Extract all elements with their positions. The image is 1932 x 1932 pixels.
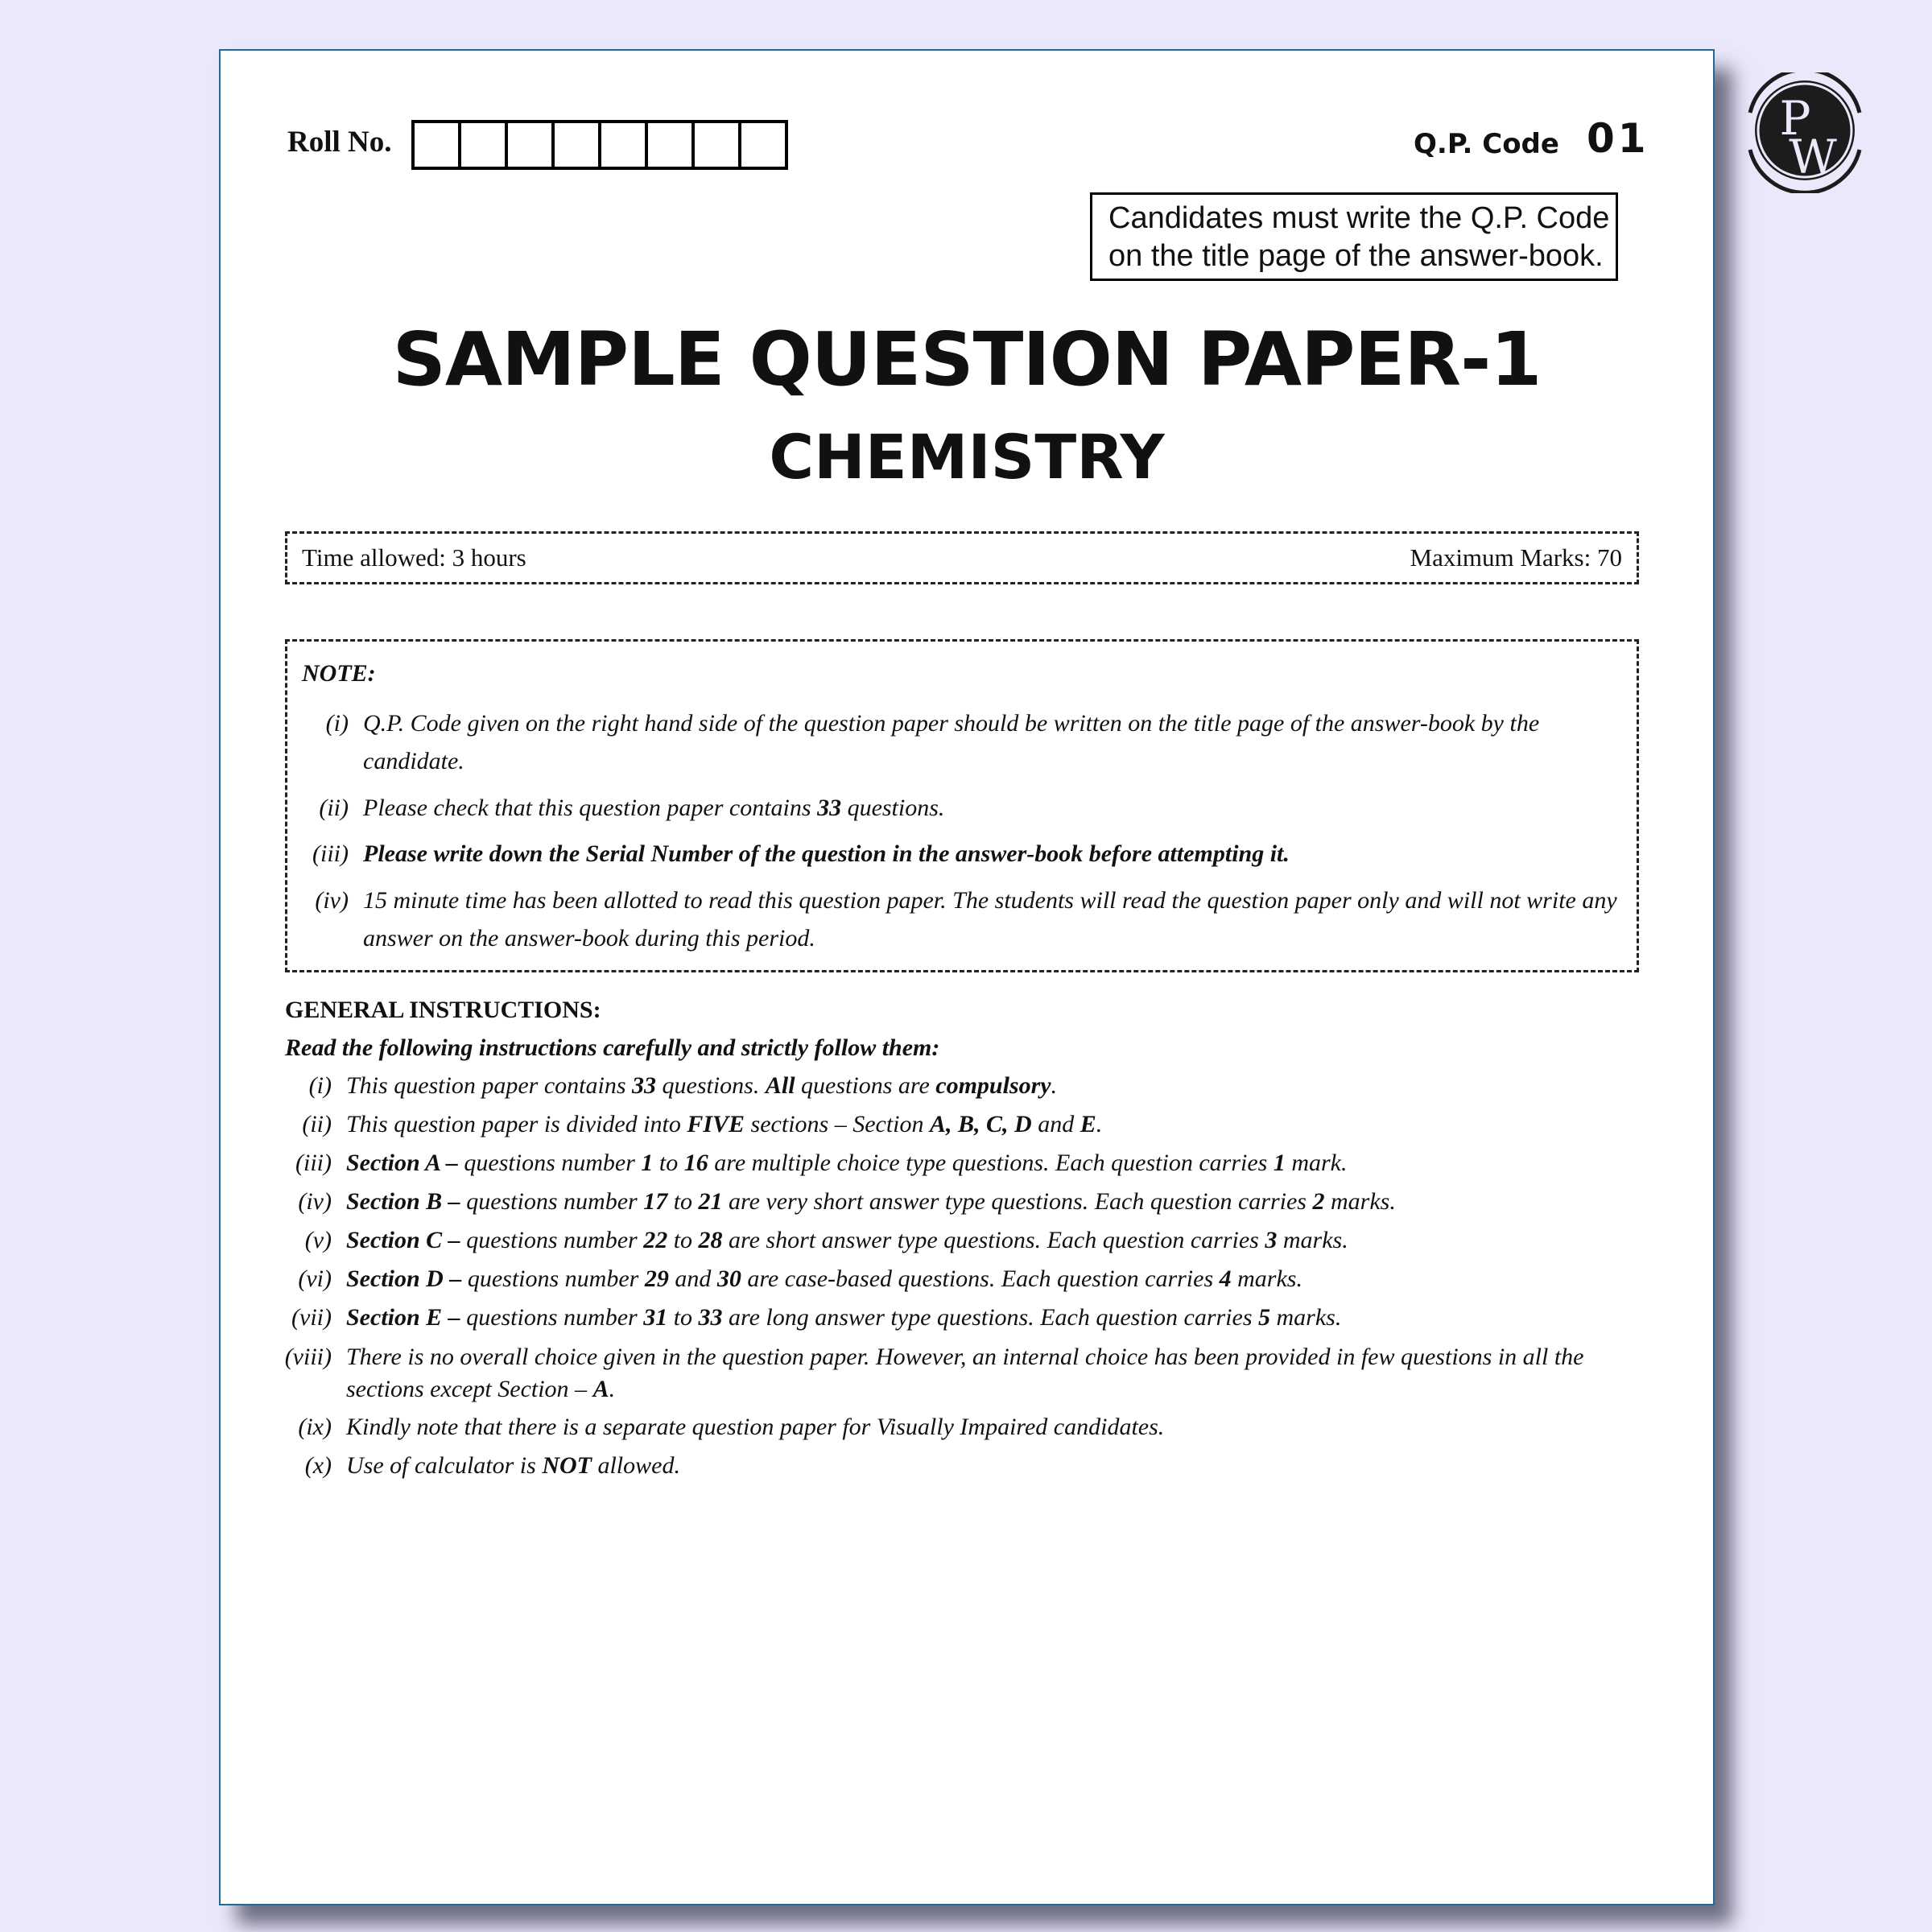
- general-instructions-subheading: Read the following instructions carefully and strictly follow them:: [285, 1034, 940, 1061]
- text-segment: questions number: [460, 1304, 644, 1331]
- text-segment: Please write down the Serial Number of the question in the answer-book before attempting it.: [363, 840, 1290, 867]
- text-segment: 16: [683, 1150, 708, 1176]
- text-segment: NOT: [542, 1452, 592, 1479]
- text-segment: mark.: [1285, 1150, 1348, 1176]
- text-segment: Kindly note that there is a separate question paper for Visually Impaired candidates.: [346, 1414, 1165, 1440]
- candidate-note-line: Candidates must write the Q.P. Code: [1108, 201, 1610, 235]
- text-segment: 31: [643, 1304, 668, 1331]
- text-segment: Use of calculator is: [346, 1452, 543, 1479]
- text-segment: compulsory: [935, 1072, 1051, 1099]
- text-segment: allowed.: [591, 1452, 680, 1479]
- text-segment: sections – Section: [745, 1111, 930, 1137]
- qp-code-value: 01: [1587, 115, 1649, 162]
- qp-code-label: Q.P. Code: [1414, 128, 1559, 160]
- candidate-instruction-box: [1090, 192, 1618, 281]
- text-segment: FIVE: [687, 1111, 745, 1137]
- item-text: [363, 704, 1619, 780]
- instruction-item: [287, 881, 1637, 957]
- svg-text:P: P: [1779, 91, 1811, 146]
- text-segment: .: [1051, 1072, 1058, 1099]
- text-segment: 30: [716, 1265, 741, 1292]
- instruction-item: [221, 1302, 1610, 1334]
- item-text: [346, 1450, 1610, 1482]
- roll-number-digit-box[interactable]: [648, 123, 695, 167]
- time-marks-box: [285, 531, 1639, 584]
- text-segment: This question paper contains: [346, 1072, 633, 1099]
- subject-title: CHEMISTRY: [769, 421, 1165, 493]
- text-segment: questions number: [460, 1188, 644, 1215]
- instruction-item: [287, 835, 1637, 873]
- item-number: (ii): [319, 795, 349, 821]
- text-segment: to: [667, 1227, 699, 1253]
- text-segment: E: [1080, 1111, 1096, 1137]
- text-segment: and: [668, 1265, 717, 1292]
- text-segment: questions number: [460, 1227, 644, 1253]
- text-segment: 33: [698, 1304, 723, 1331]
- text-segment: questions.: [656, 1072, 766, 1099]
- text-segment: marks.: [1324, 1188, 1396, 1215]
- paper-title: SAMPLE QUESTION PAPER-1: [392, 316, 1542, 402]
- text-segment: marks.: [1277, 1227, 1348, 1253]
- instruction-item: [221, 1147, 1610, 1179]
- text-segment: Section E –: [346, 1304, 460, 1331]
- text-segment: There is no overall choice given in the question paper. However, an internal choice has been provided in few questions in all the sections except Section –: [346, 1344, 1584, 1402]
- instruction-item: [221, 1411, 1610, 1443]
- text-segment: 33: [817, 795, 842, 821]
- instruction-item: [287, 789, 1637, 827]
- item-number: (iii): [312, 840, 349, 867]
- note-box: [285, 639, 1639, 972]
- roll-number-label: Roll No.: [287, 126, 392, 159]
- item-text: [346, 1108, 1610, 1141]
- item-number: (iv): [298, 1188, 332, 1215]
- instruction-item: [221, 1263, 1610, 1295]
- item-number: (vii): [291, 1304, 332, 1331]
- item-number: (iv): [315, 887, 349, 914]
- text-segment: to: [667, 1304, 699, 1331]
- note-heading: NOTE:: [302, 660, 376, 687]
- time-allowed: Time allowed: 3 hours: [302, 543, 526, 572]
- text-segment: questions number: [457, 1150, 642, 1176]
- text-segment: marks.: [1270, 1304, 1342, 1331]
- item-text: [346, 1147, 1610, 1179]
- roll-number-digit-box[interactable]: [555, 123, 601, 167]
- text-segment: Section D –: [346, 1265, 462, 1292]
- svg-text:W: W: [1789, 130, 1837, 184]
- item-number: (ii): [302, 1111, 332, 1137]
- item-number: (i): [308, 1072, 332, 1099]
- text-segment: questions are: [795, 1072, 936, 1099]
- roll-number-digit-box[interactable]: [741, 123, 785, 167]
- roll-number-digit-box[interactable]: [508, 123, 555, 167]
- text-segment: Section C –: [346, 1227, 460, 1253]
- instruction-item: [221, 1186, 1610, 1218]
- text-segment: 4: [1219, 1265, 1232, 1292]
- text-segment: marks.: [1231, 1265, 1302, 1292]
- instruction-item: [221, 1450, 1610, 1482]
- text-segment: questions.: [841, 795, 945, 821]
- text-segment: are long answer type questions. Each question carries: [722, 1304, 1259, 1331]
- text-segment: This question paper is divided into: [346, 1111, 687, 1137]
- item-text: [346, 1302, 1610, 1334]
- text-segment: 29: [644, 1265, 669, 1292]
- text-segment: to: [667, 1188, 699, 1215]
- roll-number-digit-box[interactable]: [601, 123, 648, 167]
- item-text: [346, 1070, 1610, 1102]
- text-segment: 3: [1265, 1227, 1278, 1253]
- item-number: (ix): [298, 1414, 332, 1440]
- item-text: [346, 1186, 1610, 1218]
- text-segment: are very short answer type questions. Each question carries: [722, 1188, 1313, 1215]
- text-segment: Q.P. Code given on the right hand side of the question paper should be written on the title page of the answer-book by the candidate.: [363, 710, 1540, 774]
- text-segment: questions number: [461, 1265, 645, 1292]
- text-segment: 28: [698, 1227, 723, 1253]
- item-number: (v): [304, 1227, 332, 1253]
- item-text: [363, 881, 1619, 957]
- text-segment: and: [1031, 1111, 1080, 1137]
- text-segment: Section A –: [346, 1150, 458, 1176]
- text-segment: A, B, C, D: [930, 1111, 1032, 1137]
- text-segment: 1: [1273, 1150, 1286, 1176]
- instruction-item: [221, 1224, 1610, 1257]
- text-segment: All: [765, 1072, 795, 1099]
- text-segment: 2: [1312, 1188, 1325, 1215]
- text-segment: 15 minute time has been allotted to read this question paper. The students will read the question paper only and will not write any answer on the answer-book during this period.: [363, 887, 1617, 952]
- roll-number-digit-box[interactable]: [695, 123, 741, 167]
- item-number: (i): [325, 710, 349, 737]
- item-text: [363, 789, 1619, 827]
- text-segment: 33: [632, 1072, 657, 1099]
- text-segment: to: [653, 1150, 684, 1176]
- roll-number-boxes[interactable]: [411, 120, 788, 170]
- general-instructions-heading: GENERAL INSTRUCTIONS:: [285, 997, 601, 1023]
- text-segment: Section B –: [346, 1188, 460, 1215]
- item-text: [346, 1224, 1610, 1257]
- text-segment: 17: [643, 1188, 668, 1215]
- item-number: (x): [304, 1452, 332, 1479]
- item-number: (iii): [295, 1150, 332, 1176]
- question-paper-page: [219, 49, 1715, 1905]
- item-number: (viii): [284, 1344, 332, 1370]
- instruction-item: [287, 704, 1637, 780]
- instruction-item: [221, 1341, 1610, 1406]
- instruction-item: [221, 1108, 1610, 1141]
- text-segment: are case-based questions. Each question carries: [741, 1265, 1220, 1292]
- text-segment: 5: [1258, 1304, 1271, 1331]
- text-segment: are short answer type questions. Each question carries: [722, 1227, 1265, 1253]
- pw-logo-icon: [1747, 72, 1863, 193]
- roll-number-digit-box[interactable]: [461, 123, 508, 167]
- maximum-marks: Maximum Marks: 70: [1410, 543, 1622, 572]
- instruction-item: [221, 1070, 1610, 1102]
- text-segment: 1: [641, 1150, 654, 1176]
- text-segment: A: [592, 1376, 609, 1402]
- text-segment: .: [1096, 1111, 1103, 1137]
- text-segment: Please check that this question paper contains: [363, 795, 818, 821]
- item-text: [346, 1341, 1610, 1406]
- candidate-note-line: on the title page of the answer-book.: [1108, 239, 1604, 273]
- item-text: [346, 1263, 1610, 1295]
- item-number: (vi): [298, 1265, 332, 1292]
- text-segment: 21: [698, 1188, 723, 1215]
- item-text: [363, 835, 1619, 873]
- text-segment: .: [609, 1376, 616, 1402]
- text-segment: 22: [643, 1227, 668, 1253]
- roll-number-digit-box[interactable]: [415, 123, 461, 167]
- item-text: [346, 1411, 1610, 1443]
- text-segment: are multiple choice type questions. Each question carries: [708, 1150, 1274, 1176]
